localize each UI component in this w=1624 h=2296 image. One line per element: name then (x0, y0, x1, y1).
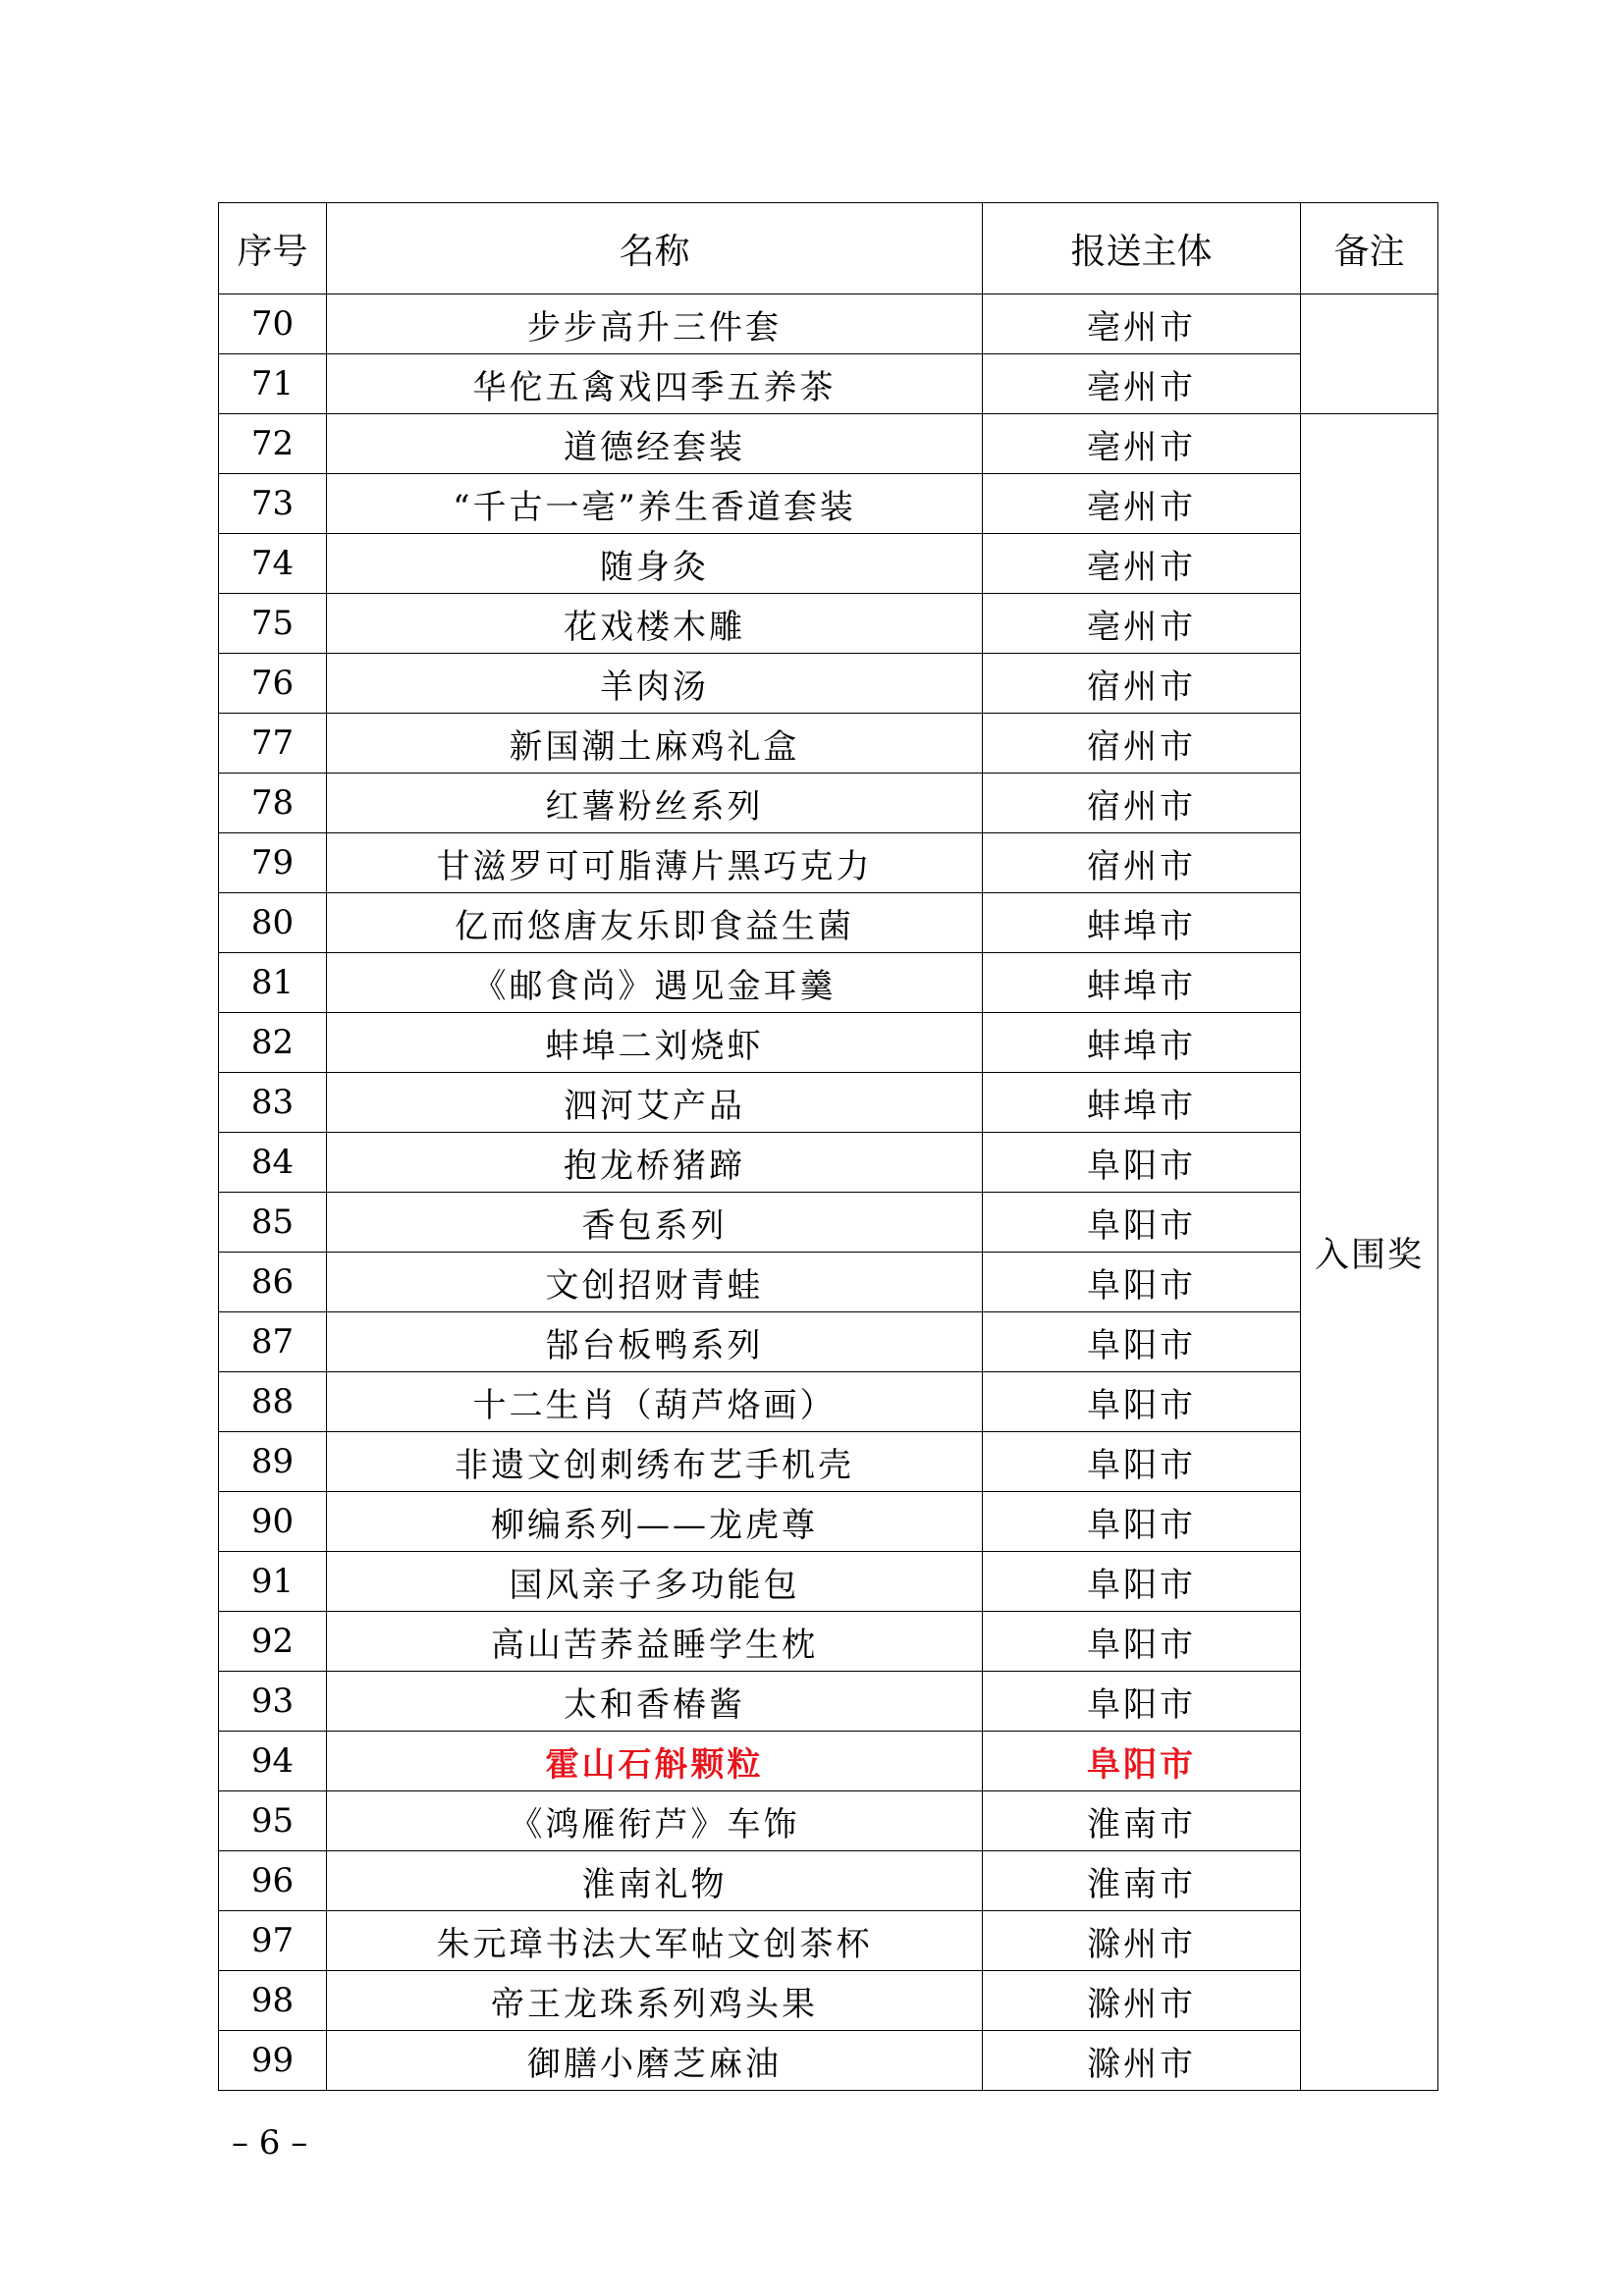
row-submitter: 阜阳市 (983, 1432, 1301, 1492)
row-index: 76 (219, 654, 327, 714)
table-row (219, 1193, 1438, 1253)
row-index: 92 (219, 1612, 327, 1672)
row-submitter: 阜阳市 (983, 1133, 1301, 1193)
table-row (219, 2031, 1438, 2091)
row-submitter: 亳州市 (983, 414, 1301, 474)
row-index: 91 (219, 1552, 327, 1612)
row-name: 文创招财青蛙 (327, 1253, 983, 1312)
row-index: 95 (219, 1791, 327, 1851)
row-name: 蚌埠二刘烧虾 (327, 1013, 983, 1073)
row-remark: 入围奖 (1301, 414, 1438, 2091)
header-name: 名称 (327, 203, 983, 294)
row-index: 81 (219, 953, 327, 1013)
row-index: 99 (219, 2031, 327, 2091)
table-header-row (219, 203, 1438, 294)
row-name: 太和香椿酱 (327, 1672, 983, 1732)
row-name: 御膳小磨芝麻油 (327, 2031, 983, 2091)
row-index: 74 (219, 534, 327, 594)
row-name: 步步高升三件套 (327, 294, 983, 354)
table-row (219, 1133, 1438, 1193)
row-name: 柳编系列——龙虎尊 (327, 1492, 983, 1552)
row-submitter: 淮南市 (983, 1851, 1301, 1911)
row-index: 89 (219, 1432, 327, 1492)
row-index: 83 (219, 1073, 327, 1133)
row-name: 帝王龙珠系列鸡头果 (327, 1971, 983, 2031)
row-submitter: 阜阳市 (983, 1492, 1301, 1552)
row-submitter: 亳州市 (983, 594, 1301, 654)
row-submitter: 淮南市 (983, 1791, 1301, 1851)
row-index: 79 (219, 833, 327, 893)
table-body (219, 294, 1438, 2091)
row-name: 华佗五禽戏四季五养茶 (327, 354, 983, 414)
row-name: 甘滋罗可可脂薄片黑巧克力 (327, 833, 983, 893)
table-row (219, 1732, 1438, 1791)
row-submitter: 宿州市 (983, 774, 1301, 833)
row-submitter: 滁州市 (983, 2031, 1301, 2091)
row-index: 78 (219, 774, 327, 833)
table-row (219, 1013, 1438, 1073)
page-number: – 6 – (232, 2123, 308, 2163)
row-name: 羊肉汤 (327, 654, 983, 714)
row-remark (1301, 294, 1438, 414)
table-row (219, 534, 1438, 594)
row-submitter: 宿州市 (983, 654, 1301, 714)
header-submitter: 报送主体 (983, 203, 1301, 294)
row-name: “千古一亳”养生香道套装 (327, 474, 983, 534)
row-index: 77 (219, 714, 327, 774)
row-index: 94 (219, 1732, 327, 1791)
table-row (219, 1672, 1438, 1732)
row-index: 88 (219, 1372, 327, 1432)
row-index: 87 (219, 1312, 327, 1372)
row-submitter: 蚌埠市 (983, 1073, 1301, 1133)
table-row (219, 1911, 1438, 1971)
row-name: 郜台板鸭系列 (327, 1312, 983, 1372)
table-row (219, 833, 1438, 893)
row-submitter: 亳州市 (983, 474, 1301, 534)
row-index: 73 (219, 474, 327, 534)
row-name: 朱元璋书法大军帖文创茶杯 (327, 1911, 983, 1971)
table-row (219, 354, 1438, 414)
row-submitter: 阜阳市 (983, 1312, 1301, 1372)
table-row (219, 1612, 1438, 1672)
table-row (219, 1492, 1438, 1552)
row-name: 泗河艾产品 (327, 1073, 983, 1133)
row-name: 高山苦荞益睡学生枕 (327, 1612, 983, 1672)
row-name: 道德经套装 (327, 414, 983, 474)
row-submitter: 亳州市 (983, 354, 1301, 414)
row-name: 《邮食尚》遇见金耳羹 (327, 953, 983, 1013)
header-remark: 备注 (1301, 203, 1438, 294)
row-name: 花戏楼木雕 (327, 594, 983, 654)
row-submitter: 阜阳市 (983, 1612, 1301, 1672)
row-index: 71 (219, 354, 327, 414)
row-index: 85 (219, 1193, 327, 1253)
row-index: 98 (219, 1971, 327, 2031)
table-row (219, 893, 1438, 953)
row-submitter: 阜阳市 (983, 1732, 1301, 1791)
table-row (219, 774, 1438, 833)
row-name: 新国潮土麻鸡礼盒 (327, 714, 983, 774)
table-row (219, 1372, 1438, 1432)
table-row (219, 294, 1438, 354)
row-name: 抱龙桥猪蹄 (327, 1133, 983, 1193)
row-submitter: 蚌埠市 (983, 893, 1301, 953)
table-row (219, 1253, 1438, 1312)
row-submitter: 阜阳市 (983, 1193, 1301, 1253)
row-name: 霍山石斛颗粒 (327, 1732, 983, 1791)
row-index: 72 (219, 414, 327, 474)
row-index: 86 (219, 1253, 327, 1312)
table-row (219, 654, 1438, 714)
row-index: 70 (219, 294, 327, 354)
row-submitter: 阜阳市 (983, 1253, 1301, 1312)
row-name: 非遗文创刺绣布艺手机壳 (327, 1432, 983, 1492)
table-row (219, 1791, 1438, 1851)
table-row (219, 714, 1438, 774)
row-submitter: 宿州市 (983, 833, 1301, 893)
table-row (219, 594, 1438, 654)
row-index: 84 (219, 1133, 327, 1193)
table-row (219, 1312, 1438, 1372)
table-row (219, 953, 1438, 1013)
row-name: 红薯粉丝系列 (327, 774, 983, 833)
table-row (219, 1851, 1438, 1911)
row-submitter: 阜阳市 (983, 1372, 1301, 1432)
header-index: 序号 (219, 203, 327, 294)
row-submitter: 蚌埠市 (983, 953, 1301, 1013)
row-submitter: 亳州市 (983, 534, 1301, 594)
row-name: 十二生肖（葫芦烙画） (327, 1372, 983, 1432)
row-submitter: 亳州市 (983, 294, 1301, 354)
row-submitter: 蚌埠市 (983, 1013, 1301, 1073)
row-index: 82 (219, 1013, 327, 1073)
row-name: 香包系列 (327, 1193, 983, 1253)
row-name: 淮南礼物 (327, 1851, 983, 1911)
row-name: 亿而悠唐友乐即食益生菌 (327, 893, 983, 953)
row-index: 96 (219, 1851, 327, 1911)
row-submitter: 阜阳市 (983, 1552, 1301, 1612)
row-submitter: 滁州市 (983, 1911, 1301, 1971)
row-submitter: 阜阳市 (983, 1672, 1301, 1732)
table-row (219, 414, 1438, 474)
row-name: 国风亲子多功能包 (327, 1552, 983, 1612)
table-row (219, 1432, 1438, 1492)
row-name: 随身灸 (327, 534, 983, 594)
row-submitter: 宿州市 (983, 714, 1301, 774)
table-row (219, 1552, 1438, 1612)
row-submitter: 滁州市 (983, 1971, 1301, 2031)
row-index: 75 (219, 594, 327, 654)
row-name: 《鸿雁衔芦》车饰 (327, 1791, 983, 1851)
table-row (219, 1971, 1438, 2031)
table-row (219, 474, 1438, 534)
row-index: 93 (219, 1672, 327, 1732)
row-index: 80 (219, 893, 327, 953)
table-row (219, 1073, 1438, 1133)
row-index: 90 (219, 1492, 327, 1552)
award-list-table (218, 202, 1438, 2091)
row-index: 97 (219, 1911, 327, 1971)
